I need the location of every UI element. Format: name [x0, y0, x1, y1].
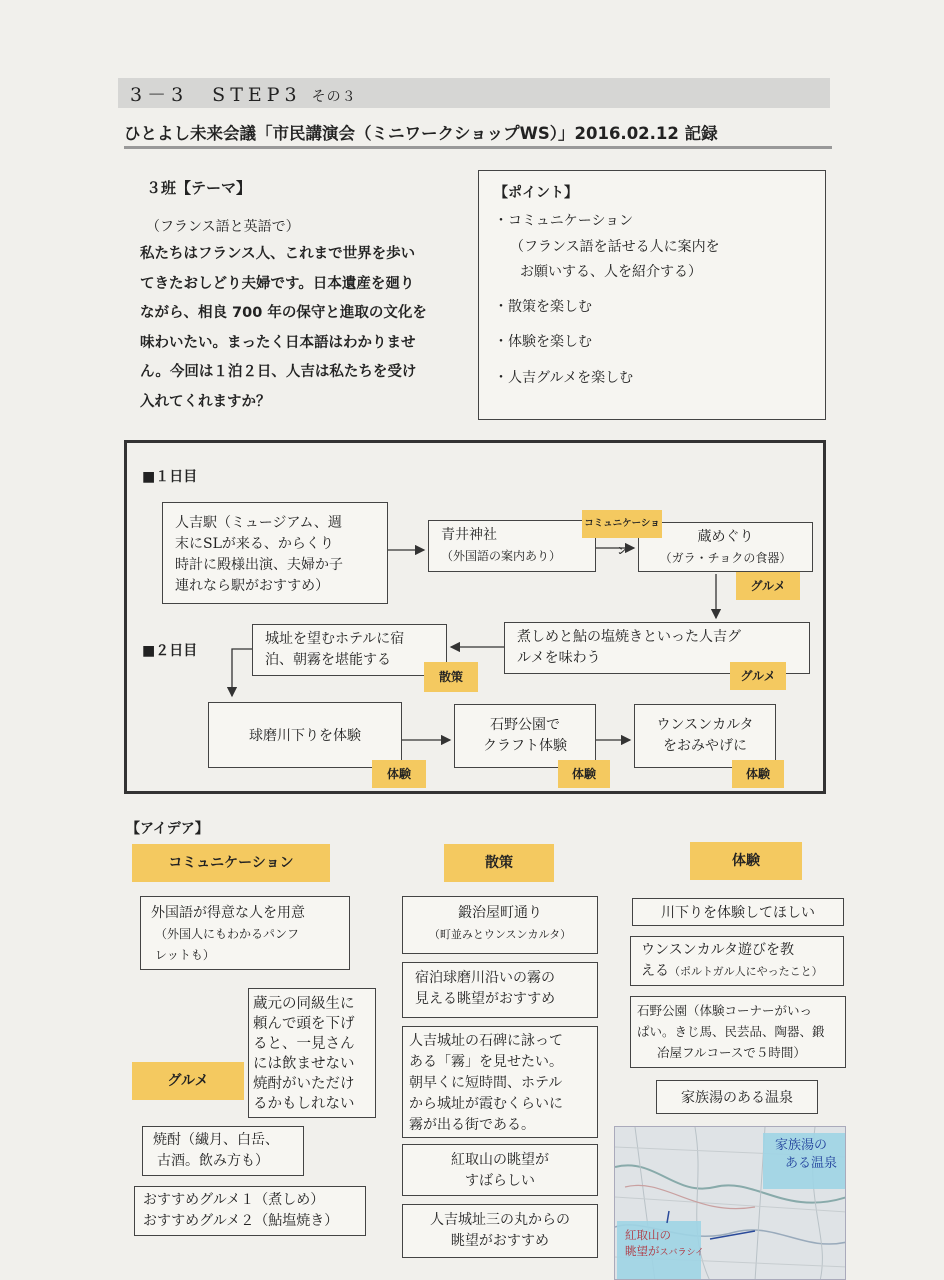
- note-line: 人吉城址三の丸からの: [430, 1212, 570, 1228]
- note-line: 古酒。飲み方も）: [157, 1153, 269, 1169]
- box-line: 石野公園で: [490, 717, 560, 733]
- note-line: 眺望がおすすめ: [450, 1233, 550, 1249]
- note-castle-fog: [402, 1026, 598, 1138]
- note-line: 人吉城址の石碑に詠って: [409, 1033, 563, 1049]
- theme-line: ながら、相良 700 年の保守と進取の文化を: [140, 305, 427, 321]
- note-line: 鍛治屋町通り: [458, 905, 542, 921]
- map-note-line: 眺望が: [625, 1244, 660, 1258]
- note-line: ぱい。きじ馬、民芸品、陶器、鍛: [637, 1024, 825, 1039]
- note-line: 宿泊球磨川沿いの霧の: [415, 970, 555, 986]
- note-foreign-language: [140, 896, 350, 970]
- note-line: から城址が霞むくらいに: [409, 1096, 563, 1112]
- note-unsun-play: [630, 936, 844, 986]
- tag-gourmet: グルメ: [736, 572, 800, 600]
- map-note-line: 紅取山の: [625, 1228, 671, 1242]
- note-line: レットも）: [155, 948, 215, 962]
- arrow-hotel-river: [232, 649, 252, 696]
- map-photo: [614, 1126, 846, 1280]
- note-line: 焼酎（繊月、白岳、: [153, 1132, 279, 1148]
- category-stroll: 散策: [444, 844, 554, 882]
- box-line: （外国語の案内あり）: [441, 549, 562, 563]
- note-line: 石野公園（体験コーナーがいっ: [637, 1003, 813, 1018]
- note-ishino-park: [630, 996, 846, 1068]
- note-kuramoto: [248, 988, 376, 1118]
- point-communication: ・コミュニケーション: [494, 213, 634, 229]
- tag-experience: 体験: [372, 760, 426, 788]
- ideas-heading: 【アイデア】: [126, 821, 209, 837]
- note-line: ある「霧」を見せたい。: [409, 1054, 563, 1070]
- note-line: （町並みとウンスンカルタ）: [428, 928, 572, 941]
- map-note-line: スバラシイ: [659, 1248, 705, 1258]
- note-line: 頼んで頭を下げ: [253, 1016, 355, 1032]
- note-sannomaru-view: [402, 1204, 598, 1258]
- note-line: おすすめグルメ２（鮎塩焼き）: [143, 1213, 339, 1229]
- note-line: おすすめグルメ１（煮しめ）: [143, 1192, 325, 1208]
- note-line: 川下りを体験してほしい: [661, 905, 815, 921]
- note-line: 霧が出る街である。: [409, 1117, 535, 1133]
- map-note-bath: [775, 1137, 837, 1173]
- point-stroll: ・散策を楽しむ: [494, 299, 592, 315]
- note-family-bath: [656, 1080, 818, 1114]
- note-river-rafting: [632, 898, 844, 926]
- note-line: 外国語が得意な人を用意: [151, 905, 305, 921]
- note-line: 冶屋フルコースで５時間）: [657, 1045, 806, 1060]
- tag-stroll: 散策: [424, 662, 478, 692]
- note-line: ると、一見さん: [253, 1036, 355, 1052]
- theme-line: 私たちはフランス人、これまで世界を歩い: [140, 246, 416, 262]
- map-note-benitori: [625, 1227, 704, 1261]
- box-line: 連れなら駅がおすすめ）: [175, 578, 330, 594]
- note-line: える: [641, 963, 669, 979]
- box-line: 煮しめと鮎の塩焼きといった人吉グ: [517, 629, 741, 645]
- note-line: 見える眺望がおすすめ: [415, 991, 556, 1007]
- box-line: 泊、朝霧を堪能する: [265, 652, 391, 668]
- document-title: ひとよし未来会議「市民講演会（ミニワークショップWS）」2016.02.12 記録: [124, 124, 718, 143]
- map-note-line: ある温泉: [785, 1156, 838, 1171]
- box-line: 青井神社: [441, 527, 497, 543]
- theme-language: （フランス語と英語で）: [146, 219, 300, 235]
- point-experience: ・体験を楽しむ: [494, 334, 592, 350]
- box-line: 人吉駅（ミュージアム、週: [175, 515, 342, 531]
- day2-label: ■２日目: [142, 643, 198, 659]
- box-line: （ガラ・チョクの食器）: [659, 551, 792, 565]
- tag-experience: 体験: [558, 760, 610, 788]
- note-line: （ポルトガル人にやったこと）: [669, 965, 823, 978]
- box-line: ウンスンカルタ: [656, 717, 754, 733]
- point-gourmet: ・人吉グルメを楽しむ: [494, 370, 634, 386]
- category-experience: 体験: [690, 842, 802, 880]
- note-kajiya-street: [402, 896, 598, 954]
- theme-line: ん。今回は１泊２日、人吉は私たちを受け: [140, 364, 417, 380]
- tag-gourmet: グルメ: [730, 662, 786, 690]
- note-osusume-gourmet: [134, 1186, 366, 1236]
- map-note-line: 家族湯の: [775, 1138, 828, 1153]
- note-line: ウンスンカルタ遊びを教: [641, 942, 795, 958]
- box-line: 末にSLが来る、からくり: [175, 536, 334, 552]
- box-line: をおみやげに: [663, 738, 747, 754]
- note-line: 朝早くに短時間、ホテル: [409, 1075, 563, 1091]
- note-shochu: [142, 1126, 304, 1176]
- step-number: 3－3 STEP3: [130, 84, 302, 106]
- note-line: 家族湯のある温泉: [681, 1090, 793, 1106]
- box-line: クラフト体験: [483, 738, 567, 754]
- box-line: 城址を望むホテルに宿: [265, 631, 405, 647]
- note-line: るかもしれない: [253, 1096, 355, 1112]
- note-line: （外国人にもわかるパンフ: [155, 927, 300, 941]
- day1-label: ■１日目: [142, 469, 198, 485]
- theme-line: 入れてくれますか？: [140, 393, 271, 410]
- team-heading: ３班【テーマ】: [146, 179, 252, 197]
- point-communication-detail: お願いする、人を紹介する）: [520, 264, 702, 280]
- theme-line: 味わいたい。まったく日本語はわかりませ: [140, 334, 416, 351]
- note-stay-river: [402, 962, 598, 1018]
- tag-communication: コミュニケーション: [582, 510, 662, 538]
- box-line: ルメを味わう: [517, 650, 601, 666]
- category-gourmet: グルメ: [132, 1062, 244, 1100]
- note-line: すばらしい: [465, 1173, 535, 1189]
- points-heading: 【ポイント】: [494, 185, 578, 201]
- category-communication: コミュニケーション: [132, 844, 330, 882]
- note-line: 蔵元の同級生に: [253, 996, 355, 1012]
- step-sub: その３: [311, 89, 357, 105]
- note-line: 焼酎がいただけ: [253, 1076, 355, 1092]
- note-line: には飲ませない: [253, 1056, 355, 1072]
- point-communication-detail: （フランス語を話せる人に案内を: [510, 239, 720, 255]
- theme-line: てきたおしどり夫婦です。日本遺産を廻り: [140, 275, 415, 292]
- box-line: 蔵めぐり: [697, 529, 754, 545]
- box-line: 時計に殿様出演、夫婦か子: [175, 557, 343, 573]
- tag-experience: 体験: [732, 760, 784, 788]
- note-benitori-view: [402, 1144, 598, 1196]
- box-line: 球磨川下りを体験: [249, 728, 361, 744]
- note-line: 紅取山の眺望が: [451, 1152, 549, 1168]
